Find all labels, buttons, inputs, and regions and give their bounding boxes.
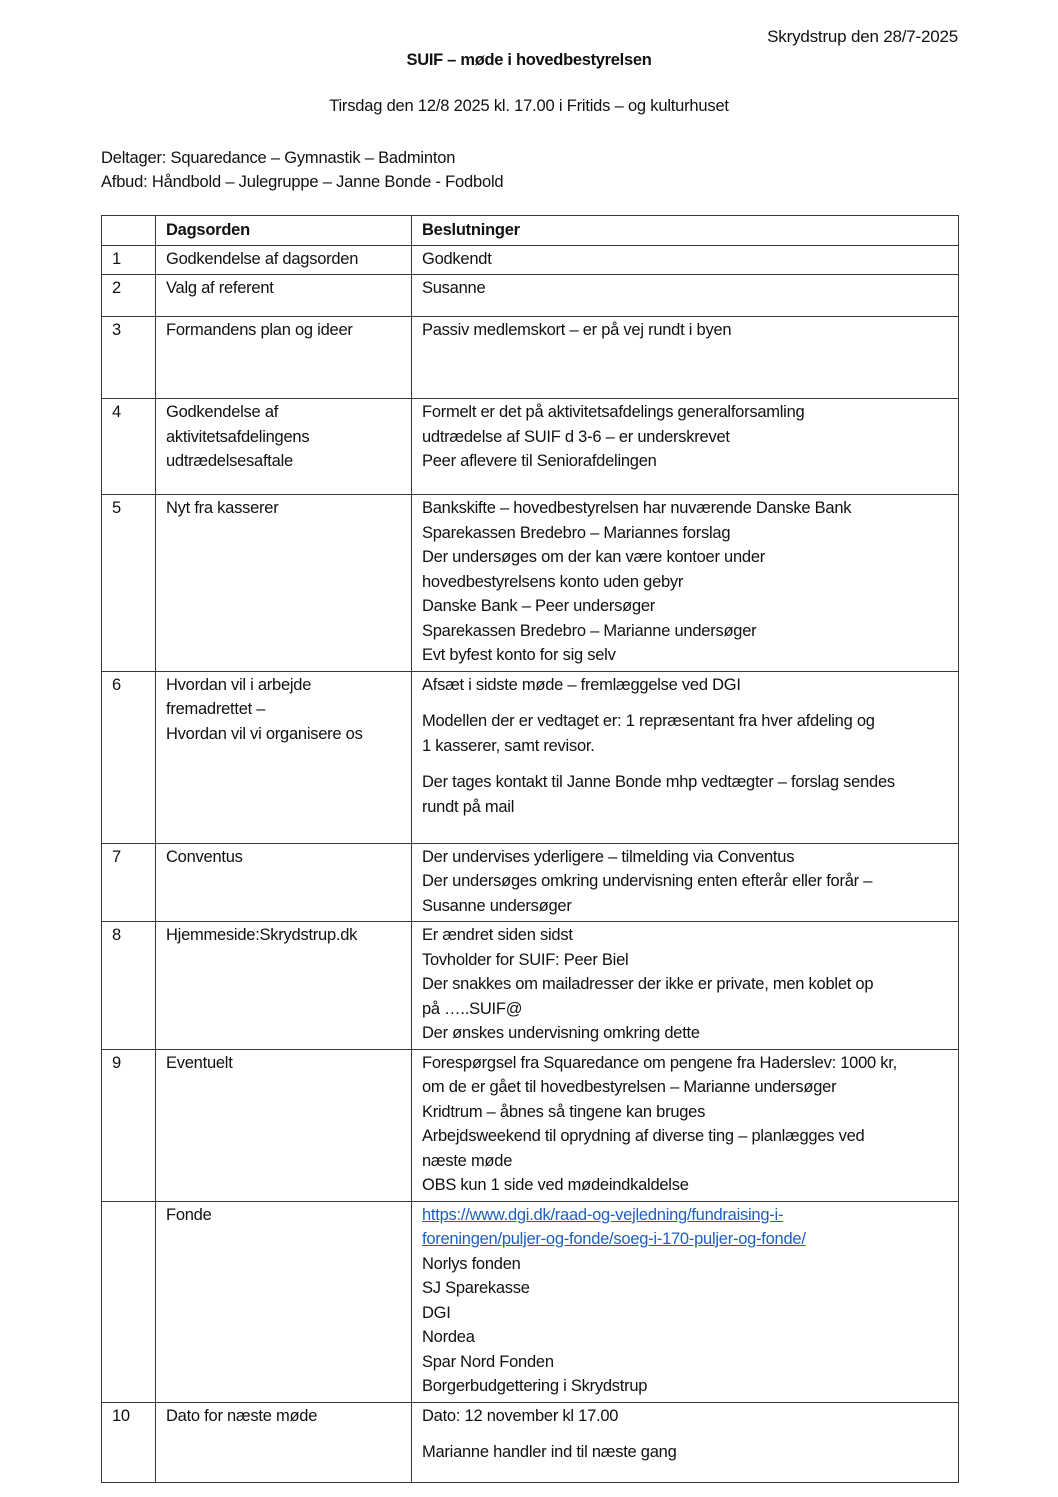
row-number: 9 [102, 1049, 156, 1201]
agenda-item: Godkendelse af dagsorden [156, 245, 412, 275]
row-number: 8 [102, 922, 156, 1050]
row-number: 10 [102, 1402, 156, 1482]
agenda-item: Godkendelse af aktivitetsafdelingens udtrædelsesaftale [156, 399, 412, 495]
agenda-item: Hjemmeside:Skrydstrup.dk [156, 922, 412, 1050]
agenda-item: Conventus [156, 843, 412, 922]
document-title: SUIF – møde i hovedbestyrelsen [406, 51, 652, 69]
place-date: Skrydstrup den 28/7-2025 [767, 27, 958, 46]
table-row [102, 671, 959, 843]
agenda-item: Nyt fra kasserer [156, 495, 412, 672]
agenda-item: Fonde [156, 1201, 412, 1402]
table-row [102, 1402, 959, 1482]
agenda-item: Valg af referent [156, 275, 412, 317]
decision: Formelt er det på aktivitetsafdelings generalforsamling udtrædelse af SUIF d 3-6 – er underskrevet Peer aflevere til Seniorafdelingen [412, 399, 959, 495]
decision: Bankskifte – hovedbestyrelsen har nuværende Danske Bank Sparekassen Bredebro – Mariannes forslag Der undersøges om der kan være kontoer under hovedbestyrelsens konto uden gebyr Danske Bank – Peer undersøger Sparekassen Bredebro – Marianne undersøger Evt byfest konto for sig selv [412, 495, 959, 672]
decision: Dato: 12 november kl 17.00 Marianne handler ind til næste gang [412, 1402, 959, 1482]
absentees: Afbud: Håndbold – Julegruppe – Janne Bonde - Fodbold [101, 173, 504, 191]
table-row [102, 275, 959, 317]
table-row [102, 399, 959, 495]
row-number: 3 [102, 317, 156, 399]
table-row [102, 1201, 959, 1402]
decision: Passiv medlemskort – er på vej rundt i byen [412, 317, 959, 399]
agenda-item: Hvordan vil i arbejde fremadrettet – Hvordan vil vi organisere os [156, 671, 412, 843]
row-number: 4 [102, 399, 156, 495]
header-beslutninger: Beslutninger [412, 216, 959, 246]
table-row [102, 245, 959, 275]
decision: https://www.dgi.dk/raad-og-vejledning/fundraising-i- foreningen/puljer-og-fonde/soeg-i-170-puljer-og-fonde/ Norlys fonden SJ Sparekasse DGI Nordea Spar Nord Fonden Borgerbudgettering i Skrydstrup [412, 1201, 959, 1402]
row-number: 6 [102, 671, 156, 843]
agenda-table [101, 215, 959, 1483]
table-row [102, 317, 959, 399]
row-number: 5 [102, 495, 156, 672]
table-header-row [102, 216, 959, 246]
row-number [102, 1201, 156, 1402]
agenda-item: Eventuelt [156, 1049, 412, 1201]
attendance [101, 146, 503, 194]
dgi-fundraising-link-cont[interactable]: foreningen/puljer-og-fonde/soeg-i-170-puljer-og-fonde/ [422, 1230, 806, 1248]
decision: Forespørgsel fra Squaredance om pengene fra Haderslev: 1000 kr, om de er gået til hovedbestyrelsen – Marianne undersøger Kridtrum – åbnes så tingene kan bruges Arbejdsweekend til oprydning af diverse ting – planlægges ved næste møde OBS kun 1 side ved mødeindkaldelse [412, 1049, 959, 1201]
row-number: 1 [102, 245, 156, 275]
decision: Afsæt i sidste møde – fremlæggelse ved DGI Modellen der er vedtaget er: 1 repræsentant fra hver afdeling og 1 kasserer, samt revisor. Der tages kontakt til Janne Bonde mhp vedtægter – forslag sendes rundt på mail [412, 671, 959, 843]
agenda-item: Dato for næste møde [156, 1402, 412, 1482]
row-number: 2 [102, 275, 156, 317]
header-number [102, 216, 156, 246]
dgi-fundraising-link[interactable]: https://www.dgi.dk/raad-og-vejledning/fundraising-i- [422, 1205, 784, 1224]
participants: Deltager: Squaredance – Gymnastik – Badminton [101, 149, 456, 167]
decision: Er ændret siden sidst Tovholder for SUIF: Peer Biel Der snakkes om mailadresser der ikke er private, men koblet op på …..SUIF@ Der ønskes undervisning omkring dette [412, 922, 959, 1050]
table-row [102, 495, 959, 672]
row-number: 7 [102, 843, 156, 922]
decision: Susanne [412, 275, 959, 317]
agenda-item: Formandens plan og ideer [156, 317, 412, 399]
decision: Der undervises yderligere – tilmelding via Conventus Der undersøges omkring undervisning enten efterår eller forår – Susanne undersøger [412, 843, 959, 922]
meeting-time-place: Tirsdag den 12/8 2025 kl. 17.00 i Fritids – og kulturhuset [329, 97, 729, 115]
table-row [102, 1049, 959, 1201]
header-dagsorden: Dagsorden [156, 216, 412, 246]
table-row [102, 843, 959, 922]
decision: Godkendt [412, 245, 959, 275]
table-row [102, 922, 959, 1050]
